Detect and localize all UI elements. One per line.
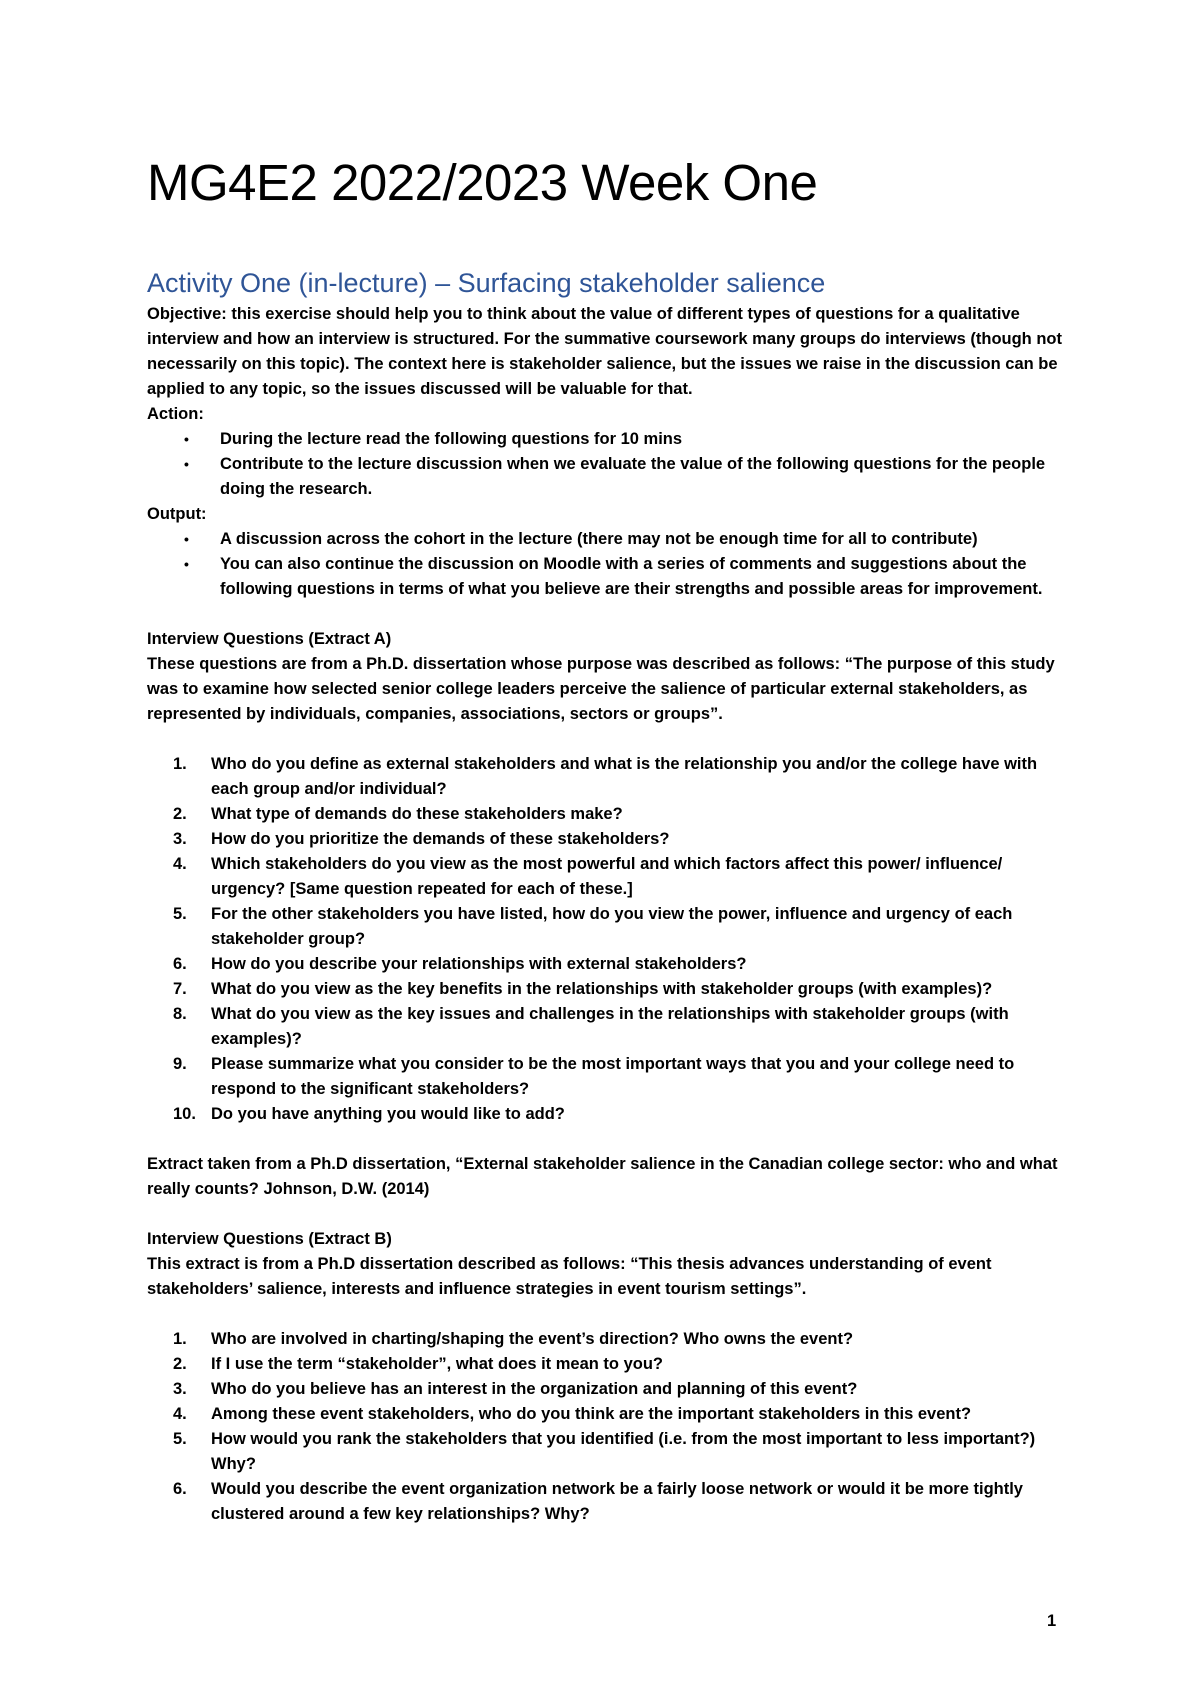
list-item: • Contribute to the lecture discussion when we evaluate the value of the following questions for the people doing the research. xyxy=(220,452,1067,502)
extract-a-intro: These questions are from a Ph.D. dissertation whose purpose was described as follows: “The purpose of this study was to examine how selected senior college leaders perceive the salience of particular external stakeholders, as represented by individuals, companies, associations, sectors or groups”. xyxy=(147,655,1055,723)
question-item: 3. Who do you believe has an interest in the organization and planning of this event? xyxy=(173,1380,858,1398)
question-item: 4. Among these event stakeholders, who do you think are the important stakeholders in this event? xyxy=(173,1405,972,1423)
extract-a-questions xyxy=(147,752,1067,1127)
document-body xyxy=(147,266,1067,1527)
extract-a-heading: Interview Questions (Extract A) xyxy=(147,630,392,648)
bullet-icon: • xyxy=(184,431,189,447)
question-item: 3. How do you prioritize the demands of these stakeholders? xyxy=(173,830,670,848)
bullet-icon: • xyxy=(184,556,189,572)
page-number: 1 xyxy=(1047,1612,1057,1630)
output-label: Output: xyxy=(147,505,207,523)
extract-b-heading: Interview Questions (Extract B) xyxy=(147,1230,392,1248)
action-label: Action: xyxy=(147,405,204,423)
question-item: 4. Which stakeholders do you view as the most powerful and which factors affect this power/ influence/ urgency? [Same question repeated for each of these.] xyxy=(173,855,1003,898)
document-title: MG4E2 2022/2023 Week One xyxy=(147,154,818,211)
question-item: 5. How would you rank the stakeholders that you identified (i.e. from the most important to less important?) Why? xyxy=(173,1430,1036,1473)
question-item: 2. What type of demands do these stakeholders make? xyxy=(173,805,623,823)
extract-a-source: Extract taken from a Ph.D dissertation, “External stakeholder salience in the Canadian college sector: who and what really counts? Johnson, D.W. (2014) xyxy=(147,1155,1058,1198)
question-item: 1. Who do you define as external stakeholders and what is the relationship you and/or the college have with each group and/or individual? xyxy=(173,755,1038,798)
extract-b-intro: This extract is from a Ph.D dissertation described as follows: “This thesis advances understanding of event stakeholders’ salience, interests and influence strategies in event tourism settings”. xyxy=(147,1255,992,1298)
list-item: • During the lecture read the following questions for 10 mins xyxy=(220,427,1067,452)
question-item: 9. Please summarize what you consider to be the most important ways that you and your college need to respond to the significant stakeholders? xyxy=(173,1055,1015,1098)
list-item: • A discussion across the cohort in the lecture (there may not be enough time for all to contribute) xyxy=(220,527,1067,552)
bullet-icon: • xyxy=(184,531,189,547)
question-item: 8. What do you view as the key issues and challenges in the relationships with stakeholder groups (with examples)? xyxy=(173,1005,1009,1048)
action-list xyxy=(147,427,1067,502)
question-item: 2. If I use the term “stakeholder”, what does it mean to you? xyxy=(173,1355,664,1373)
bullet-icon: • xyxy=(184,456,189,472)
question-item: 1. Who are involved in charting/shaping the event’s direction? Who owns the event? xyxy=(173,1330,854,1348)
question-item: 10. Do you have anything you would like to add? xyxy=(173,1105,565,1123)
extract-b-questions xyxy=(147,1327,1067,1527)
question-item: 6. Would you describe the event organization network be a fairly loose network or would it be more tightly clustered around a few key relationships? Why? xyxy=(173,1480,1023,1523)
output-list xyxy=(147,527,1067,602)
activity-heading: Activity One (in-lecture) – Surfacing stakeholder salience xyxy=(147,268,826,298)
question-item: 5. For the other stakeholders you have listed, how do you view the power, influence and urgency of each stakeholder group? xyxy=(173,905,1013,948)
question-item: 6. How do you describe your relationships with external stakeholders? xyxy=(173,955,747,973)
objective-paragraph: Objective: this exercise should help you to think about the value of different types of questions for a qualitative interview and how an interview is structured. For the summative coursework many groups do interviews (though not necessarily on this topic). The context here is stakeholder salience, but the issues we raise in the discussion can be applied to any topic, so the issues discussed will be valuable for that. xyxy=(147,305,1062,398)
list-item: • You can also continue the discussion on Moodle with a series of comments and suggestions about the following questions in terms of what you believe are their strengths and possible areas for improvement. xyxy=(220,552,1067,602)
question-item: 7. What do you view as the key benefits in the relationships with stakeholder groups (with examples)? xyxy=(173,980,993,998)
